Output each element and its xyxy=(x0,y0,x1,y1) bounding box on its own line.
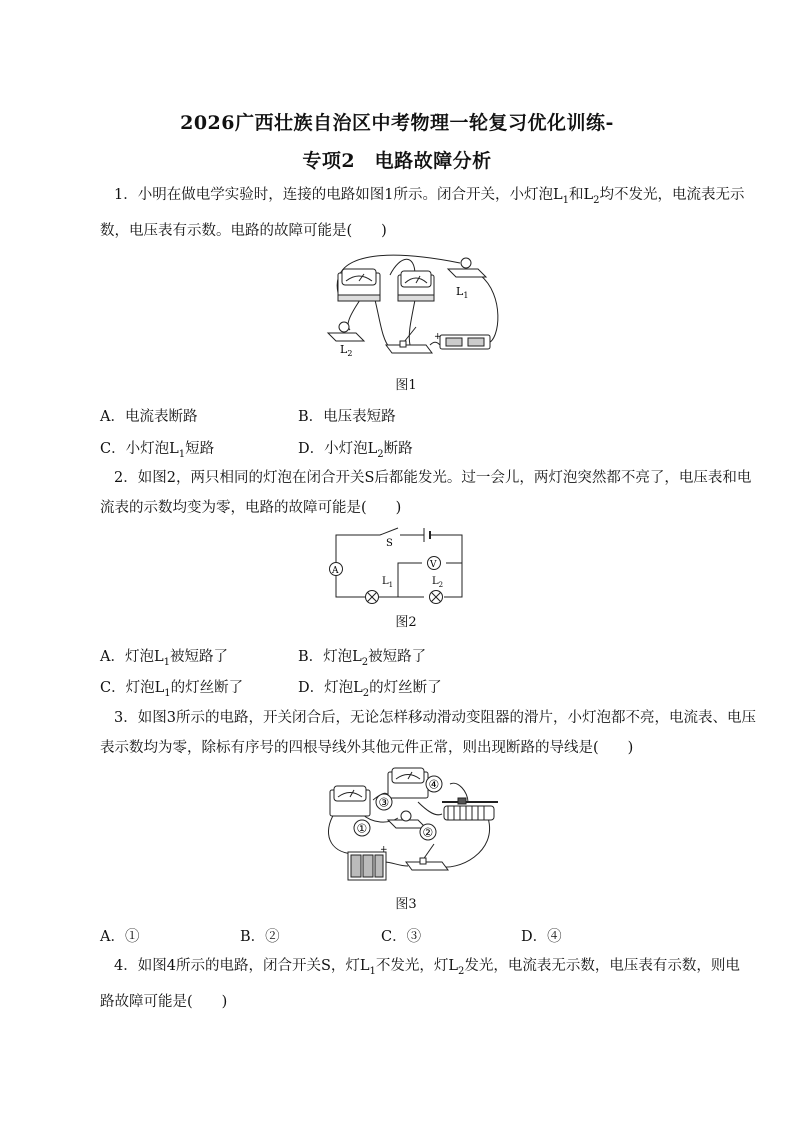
figure-2-label-l2: $L_2$ xyxy=(432,576,444,589)
question-3-line-1: 3．如图3所示的电路，开关闭合后，无论怎样移动滑动变阻器的滑片，小灯泡都不亮，电流表、电压 xyxy=(114,710,756,726)
figure-3-caption: 图3 xyxy=(395,897,417,912)
q2-option-b[interactable]: B．灯泡$L_2$被短路了 xyxy=(298,649,427,668)
question-3-line-2: 表示数均为零，除标有序号的四根导线外其他元件正常，则出现断路的导线是( ) xyxy=(100,740,634,756)
figure-2-caption: 图2 xyxy=(395,615,417,630)
figure-3-label-4: ④ xyxy=(428,777,440,792)
figure-2-switch-label: S xyxy=(386,538,393,549)
document-subtitle: 专项2 电路故障分析 xyxy=(302,150,492,172)
q3-option-b[interactable]: B．② xyxy=(240,929,280,945)
figure-1-circuit xyxy=(320,245,510,365)
figure-2-label-l1: $L_1$ xyxy=(382,576,394,589)
question-1-line-2: 数，电压表有示数。电路的故障可能是( ) xyxy=(100,222,387,239)
q1-option-d[interactable]: D．小灯泡$L_2$断路 xyxy=(298,441,413,460)
q2-option-d[interactable]: D．灯泡$L_2$的灯丝断了 xyxy=(298,680,442,699)
figure-2-voltmeter: V xyxy=(430,560,437,570)
question-4-line-1: 4．如图4所示的电路，闭合开关S，灯$L_1$不发光，灯$L_2$发光，电流表无示数，电压表有示数，则电 xyxy=(114,958,740,977)
question-1 xyxy=(100,180,745,246)
document-title: 2026广西壮族自治区中考物理一轮复习优化训练- xyxy=(180,112,614,134)
question-4-line-2: 路故障可能是( ) xyxy=(100,993,228,1010)
figure-3-label-1: ① xyxy=(356,821,368,836)
figure-2-ammeter: A xyxy=(332,566,339,576)
q1-option-c[interactable]: C．小灯泡$L_1$短路 xyxy=(100,441,215,460)
question-2-line-1: 2．如图2，两只相同的灯泡在闭合开关S后都能发光。过一会儿，两灯泡突然都不亮了，电压表和电 xyxy=(114,470,752,486)
svg-text:+: + xyxy=(380,845,388,855)
q3-option-d[interactable]: D．④ xyxy=(521,929,562,945)
question-4 xyxy=(100,951,740,1017)
question-2 xyxy=(100,463,752,523)
svg-text:+: + xyxy=(434,332,442,342)
q3-option-a[interactable]: A．① xyxy=(100,929,140,945)
figure-1-label-l1: $L_1$ xyxy=(456,285,469,300)
q1-option-b[interactable]: B．电压表短路 xyxy=(298,409,396,425)
question-3 xyxy=(100,703,756,763)
figure-1-label-l2: $L_2$ xyxy=(340,343,353,358)
q1-option-a[interactable]: A．电流表断路 xyxy=(100,409,198,425)
figure-3-circuit xyxy=(318,762,506,890)
q2-option-c[interactable]: C．灯泡$L_1$的灯丝断了 xyxy=(100,680,244,699)
figure-2-circuit xyxy=(320,525,470,610)
figure-1-caption: 图1 xyxy=(395,378,417,393)
figure-3-label-2: ② xyxy=(422,825,434,840)
q2-option-a[interactable]: A．灯泡$L_1$被短路了 xyxy=(100,649,228,668)
question-2-line-2: 流表的示数均变为零，电路的故障可能是( ) xyxy=(100,500,402,516)
question-1-line-1: 1．小明在做电学实验时，连接的电路如图1所示。闭合开关，小灯泡$L_1$和$L_2$均不发光，电流表无示 xyxy=(114,187,745,206)
figure-3-label-3: ③ xyxy=(378,795,390,810)
q3-option-c[interactable]: C．③ xyxy=(381,929,422,945)
